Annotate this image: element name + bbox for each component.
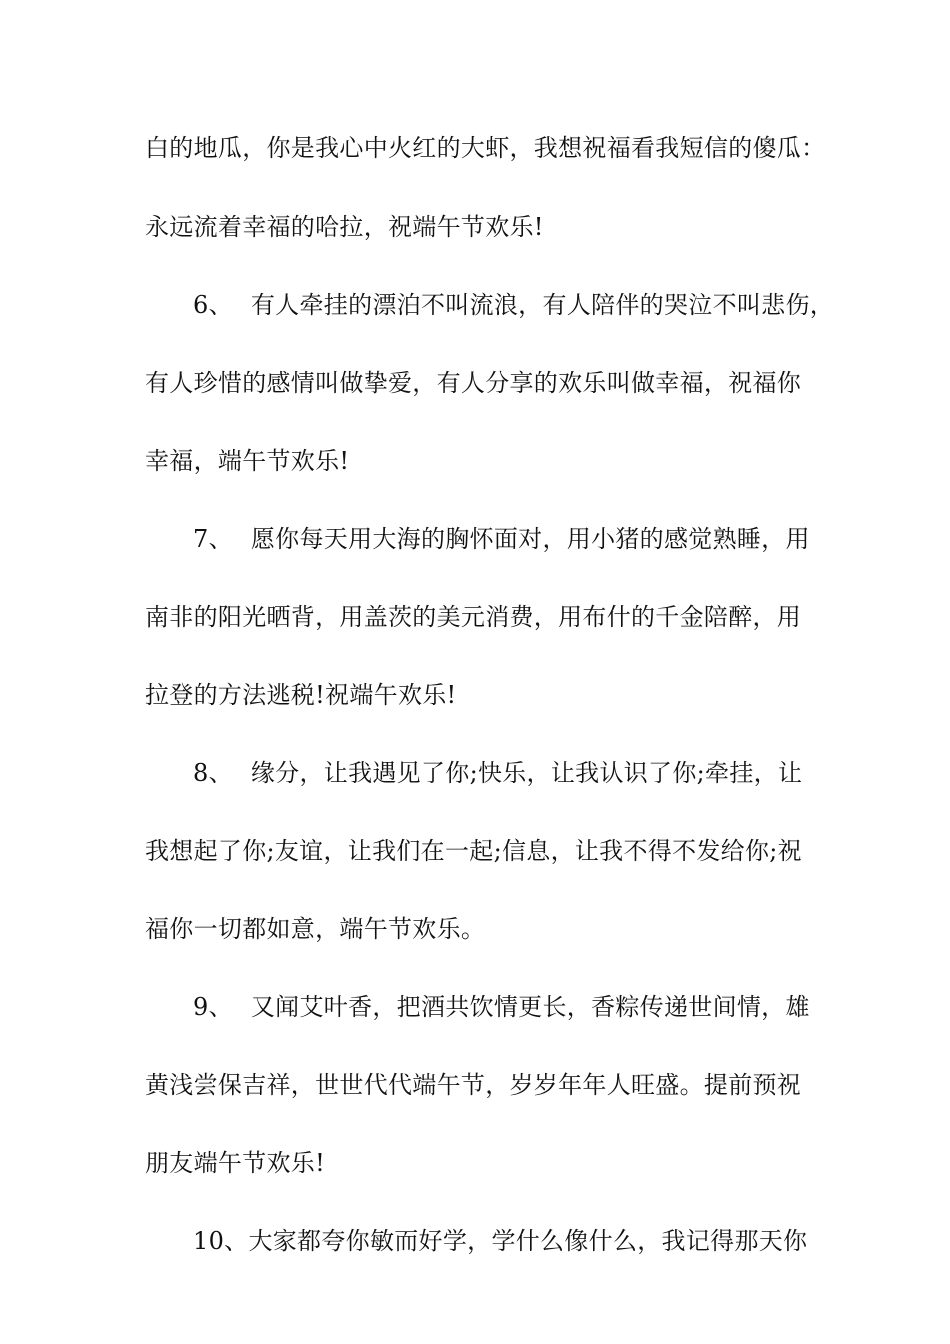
item-text: 又闻艾叶香，把酒共饮情更长，香粽传递世间情，雄 [250,993,810,1021]
list-item-9-line [193,992,893,1022]
list-item-6-line [193,290,893,320]
item-text: 愿你每天用大海的胸怀面对，用小猪的感觉熟睡，用 [250,525,810,553]
item-number: 7、 [193,525,233,553]
list-item-7-line [193,524,893,554]
paragraph-line: 黄浅尝保吉祥，世世代代端午节，岁岁年年人旺盛。提前预祝 [145,1071,802,1099]
paragraph-line: 拉登的方法逃税!祝端午欢乐! [145,681,457,709]
paragraph-line: 有人珍惜的感情叫做挚爱，有人分享的欢乐叫做幸福，祝福你 [145,369,802,397]
paragraph-line: 朋友端午节欢乐! [145,1149,326,1177]
item-number: 6、 [193,291,233,319]
paragraph-line: 福你一切都如意，端午节欢乐。 [145,915,486,943]
item-number: 10、 [193,1227,249,1255]
paragraph-line: 永远流着幸福的哈拉，祝端午节欢乐! [145,213,544,241]
paragraph-line: 白的地瓜，你是我心中火红的大虾，我想祝福看我短信的傻瓜： [145,134,826,162]
item-text: 大家都夸你敏而好学，学什么像什么，我记得那天你 [248,1227,808,1255]
item-number: 9、 [193,993,233,1021]
item-number: 8、 [193,759,233,787]
list-item-10-line [193,1226,893,1256]
item-text: 缘分，让我遇见了你;快乐，让我认识了你;牵挂，让 [250,759,803,787]
paragraph-line: 南非的阳光晒背，用盖茨的美元消费，用布什的千金陪醉，用 [145,603,802,631]
paragraph-line: 幸福，端午节欢乐! [145,447,350,475]
item-text: 有人牵挂的漂泊不叫流浪，有人陪伴的哭泣不叫悲伤， [250,291,835,319]
list-item-8-line [193,758,893,788]
paragraph-line: 我想起了你;友谊，让我们在一起;信息，让我不得不发给你;祝 [145,837,802,865]
